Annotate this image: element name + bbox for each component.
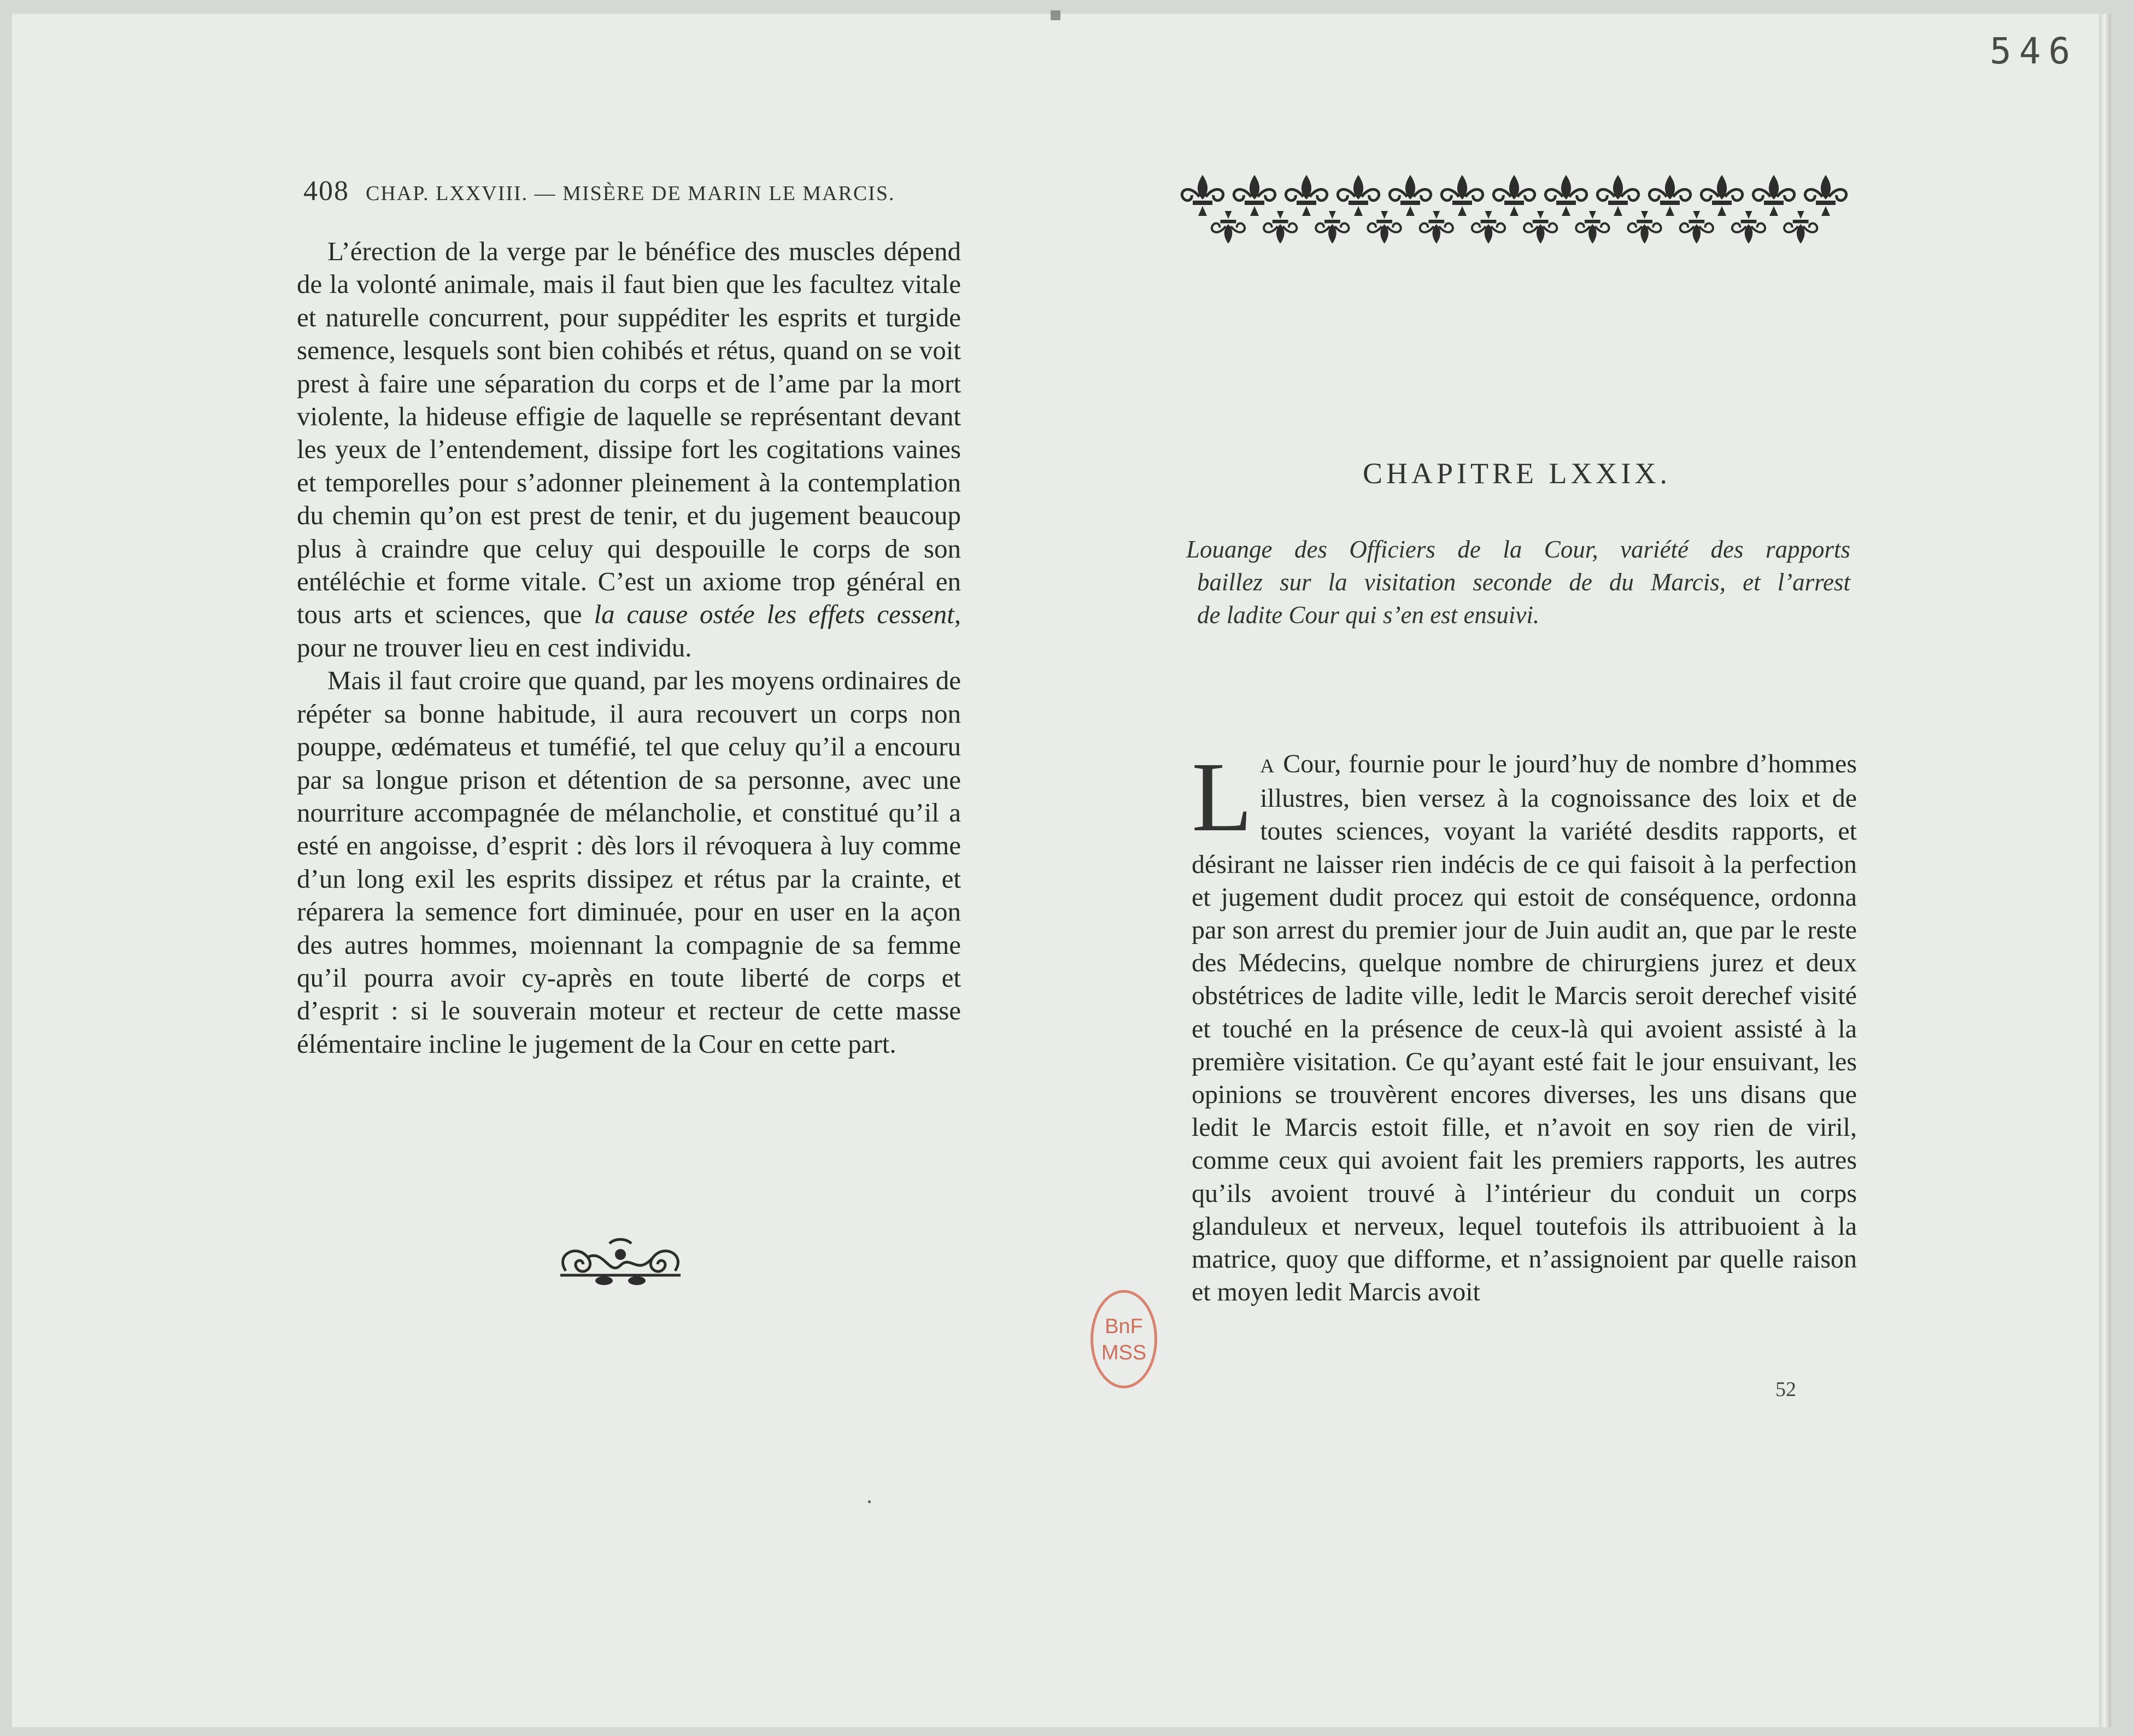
first-word: A xyxy=(1260,755,1276,777)
folio-number: 546 xyxy=(1990,30,2078,72)
paragraph-text-end: pour ne trouver lieu en cest individu. xyxy=(297,632,692,662)
drop-cap: L xyxy=(1192,742,1253,852)
summary-line: baillez sur la visitation seconde de du Marcis, et l’arrest xyxy=(1197,568,1850,596)
italic-quote: la cause ostée les effets cessent, xyxy=(594,599,961,630)
tailpiece-ornament xyxy=(549,1233,691,1293)
stamp-line: MSS xyxy=(1101,1341,1147,1364)
chapter-summary xyxy=(1186,533,1850,631)
chapter-title: CHAPITRE LXXIX. xyxy=(1363,457,1671,490)
right-page-body xyxy=(1192,742,1857,1309)
paragraph: Mais il faut croire que quand, par les moyens ordinaires de répéter sa bonne habitude, il aura recouvert un corps non pouppe, œdémateus et tuméfié, tel que celuy qu’il a encouru par sa longue prison et détention de sa personne, avec une nourriture accompagnée de mélancholie, et constitué qu’il a esté en angoisse, d’esprit : dès lors il révoquera à luy comme d’un long exil les esprits dissipez et rétus par la crainte, et réparera la semence fort diminuée, pour en user en la açon des autres hommes, moiennant la compagnie de sa femme qu’il pourra avoir cy-après en toute liberté de corps et d’esprit : si le souverain moteur et recteur de cette masse élémentaire incline le jugement de la Cour en cette part. xyxy=(297,665,961,1059)
signature-mark: 52 xyxy=(1775,1378,1796,1401)
left-page-body xyxy=(297,235,961,1060)
sheet-edge xyxy=(2099,14,2111,1727)
summary-line: Louange des Officiers de la Cour, variété des rapports xyxy=(1186,536,1850,563)
running-head xyxy=(303,175,937,207)
running-head-title: CHAP. LXXVIII. — MISÈRE DE MARIN LE MARCIS. xyxy=(366,182,895,205)
paragraph-text: L’érection de la verge par le bénéfice des muscles dépend de la volonté animale, mais il faut bien que les facultez vitale et naturelle concurrent, pour suppéditer les esprits et turgide semence, lesquels sont bien cohibés et rétus, quand on se voit prest à faire une séparation du corps et de l’ame par la mort violente, la hideuse effigie de laquelle se représentant devant les yeux de l’entendement, dissipe fort les cogitations vaines et temporelles pour s’adonner pleinement à la contemplation du chemin qu’on est prest de tenir, et du jugement beaucoup plus à craindre que celuy qui despouille le corps de son entéléchie et forme vitale. C’est un axiome trop général en tous arts et sciences, que xyxy=(297,236,961,630)
ink-speck xyxy=(868,1500,871,1503)
stamp-line: BnF xyxy=(1105,1315,1143,1338)
headpiece-ornament xyxy=(1175,167,1853,243)
summary-line: de ladite Cour qui s’en est ensuivi. xyxy=(1197,601,1540,629)
paragraph xyxy=(297,235,961,664)
library-stamp xyxy=(1091,1290,1157,1388)
body-text: Cour, fournie pour le jourd’huy de nombre d’hommes illustres, bien versez à la cognoissance des loix et de toutes sciences, voyant la variété desdits rapports, et désirant ne laisser rien indécis de ce qui faisoit à la perfection et jugement dudit procez qui estoit de conséquence, ordonna par son arrest du premier jour de Juin audit an, que par le reste des Médecins, quelque nombre de chirurgiens jurez et deux obstétrices de ladite ville, ledit le Marcis seroit derechef visité et touché en la présence de ceux-là qui avoient assisté à la première visitation. Ce qu’ayant esté fait le jour ensuivant, les opinions se trouvèrent encores diverses, les uns disans que ledit le Marcis estoit fille, et n’avoit en soy rien de viril, comme ceux qui avoient fait les premiers rapports, les autres qu’ils avoient trouvé à l’intérieur du conduit un corps glanduleux et nerveux, lequel toutefois ils attribuoient à la matrice, quoy que difforme, et n’assignoient par quelle raison et moyen ledit Marcis avoit xyxy=(1192,749,1857,1307)
page-number: 408 xyxy=(303,175,349,207)
